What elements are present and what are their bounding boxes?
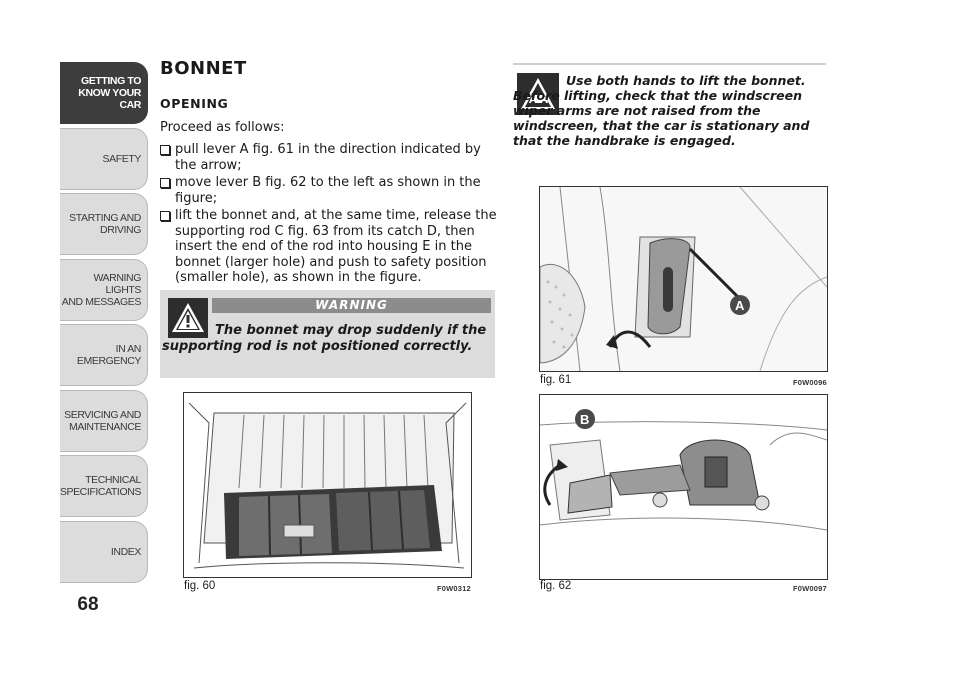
tab-servicing-and-maintenance[interactable]: SERVICING AND MAINTENANCE — [60, 390, 148, 452]
section-subtitle: OPENING — [160, 96, 229, 111]
list-item — [160, 208, 500, 286]
step-text: pull lever A fig. 61 in the direction indicated by the arrow; — [175, 142, 481, 173]
warning-heading: WARNING — [212, 298, 491, 313]
step-text: lift the bonnet and, at the same time, release the supporting rod C fig. 63 from its catch D, then insert the end of the rod into housing E in the bonnet (larger hole) and push to safety position (smaller hole), as shown in the figure. — [175, 208, 497, 285]
tab-getting-to-know-your-car[interactable]: GETTING TO KNOW YOUR CAR — [60, 62, 148, 124]
tab-warning-lights-and-messages[interactable]: WARNING LIGHTS AND MESSAGES — [60, 259, 148, 321]
chapter-tabs — [60, 62, 148, 586]
figure-60-image — [183, 392, 472, 578]
checkbox-bullet-icon — [160, 211, 170, 221]
note-text: Use both hands to lift the bonnet. Before lifting, check that the windscreen wiper arms are not raised from the windscreen, that the car is stationary and that the handbrake is engaged. — [513, 73, 810, 148]
callout-a-letter: A — [735, 298, 745, 313]
figure-60-code: F0W0312 — [437, 584, 471, 593]
page-number: 68 — [77, 594, 99, 615]
callout-b-letter: B — [580, 412, 590, 427]
list-item — [160, 175, 500, 206]
steps-list — [160, 142, 500, 288]
figure-61-image — [539, 186, 828, 372]
page-title: BONNET — [160, 58, 247, 79]
step-text: move lever B fig. 62 to the left as shown in the figure; — [175, 175, 481, 206]
figure-61-label: fig. 61 — [540, 374, 572, 386]
figure-61-code: F0W0096 — [793, 378, 827, 387]
tab-starting-and-driving[interactable]: STARTING AND DRIVING — [60, 193, 148, 255]
intro-text: Proceed as follows: — [160, 120, 285, 135]
figure-62-image — [539, 394, 828, 580]
figure-62-label: fig. 62 — [540, 580, 572, 592]
list-item — [160, 142, 500, 173]
checkbox-bullet-icon — [160, 145, 170, 155]
tab-in-an-emergency[interactable]: IN AN EMERGENCY — [60, 324, 148, 386]
warning-text: The bonnet may drop suddenly if the supporting rod is not positioned correctly. — [162, 323, 487, 354]
tab-technical-specifications[interactable]: TECHNICAL SPECIFICATIONS — [60, 455, 148, 517]
note-divider — [513, 63, 826, 65]
tab-safety[interactable]: SAFETY — [60, 128, 148, 190]
figure-62-code: F0W0097 — [793, 584, 827, 593]
checkbox-bullet-icon — [160, 178, 170, 188]
figure-60-label: fig. 60 — [184, 580, 216, 592]
tab-index[interactable]: INDEX — [60, 521, 148, 583]
